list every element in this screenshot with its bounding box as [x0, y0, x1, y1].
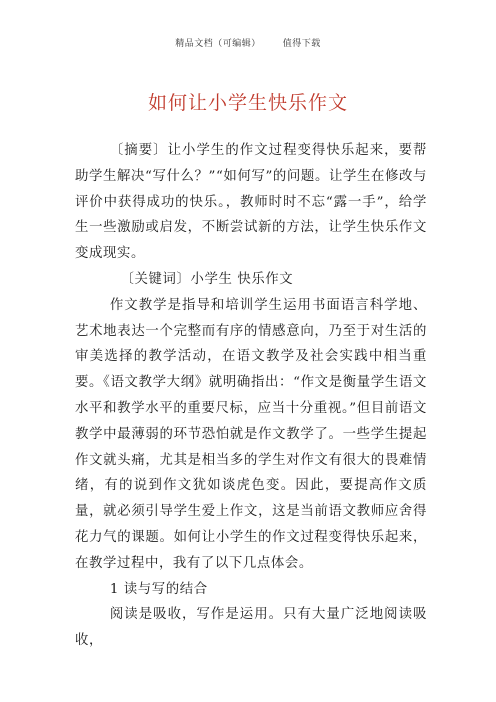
header-right-text: 值得下载 [282, 39, 321, 49]
body-paragraph-1: 作文教学是指导和培训学生运用书面语言科学地、艺术地表达一个完整而有序的情感意向，乃至于对生活的审美选择的教学活动，在语文教学及社会实践中相当重要。《语文教学大纲》就明确指出：“作文是衡量学生语文水平和教学水平的重要尺标，应当十分重视。”但目前语文教学中最薄弱的环节恐怕就是作文教学了。一些学生提起作文就头痛，尤其是相当多的学生对作文有很大的畏难情绪，有的说到作文犹如谈虎色变。因此，要提高作文质量，就必须引导学生爱上作文，这是当前语文教师应舍得花力气的课题。如何让小学生的作文过程变得快乐起来，在教学过程中，我有了以下几点体会。 [75, 297, 427, 571]
document-title: 如何让小学生快乐作文 [147, 92, 348, 114]
body-paragraph-2: 阅读是吸收，写作是运用。只有大量广泛地阅读吸收， [75, 607, 427, 649]
header-left-text: 精品文档（可编辑） [175, 39, 261, 49]
keywords-paragraph: 〔关键词〕小学生 快乐作文 [120, 271, 294, 287]
section-heading-1: 1 读与写的结合 [109, 581, 208, 597]
abstract-paragraph: 〔摘要〕让小学生的作文过程变得快乐起来，要帮助学生解决“写什么？”“如何写”的问题。让学生在修改与评价中获得成功的快乐。，教师时时不忘“露一手”，给学生一些激励或启发，不断尝试新的方法，让学生快乐作文变成现实。 [75, 143, 427, 262]
page-header-note [0, 36, 496, 49]
document-body [75, 138, 427, 654]
